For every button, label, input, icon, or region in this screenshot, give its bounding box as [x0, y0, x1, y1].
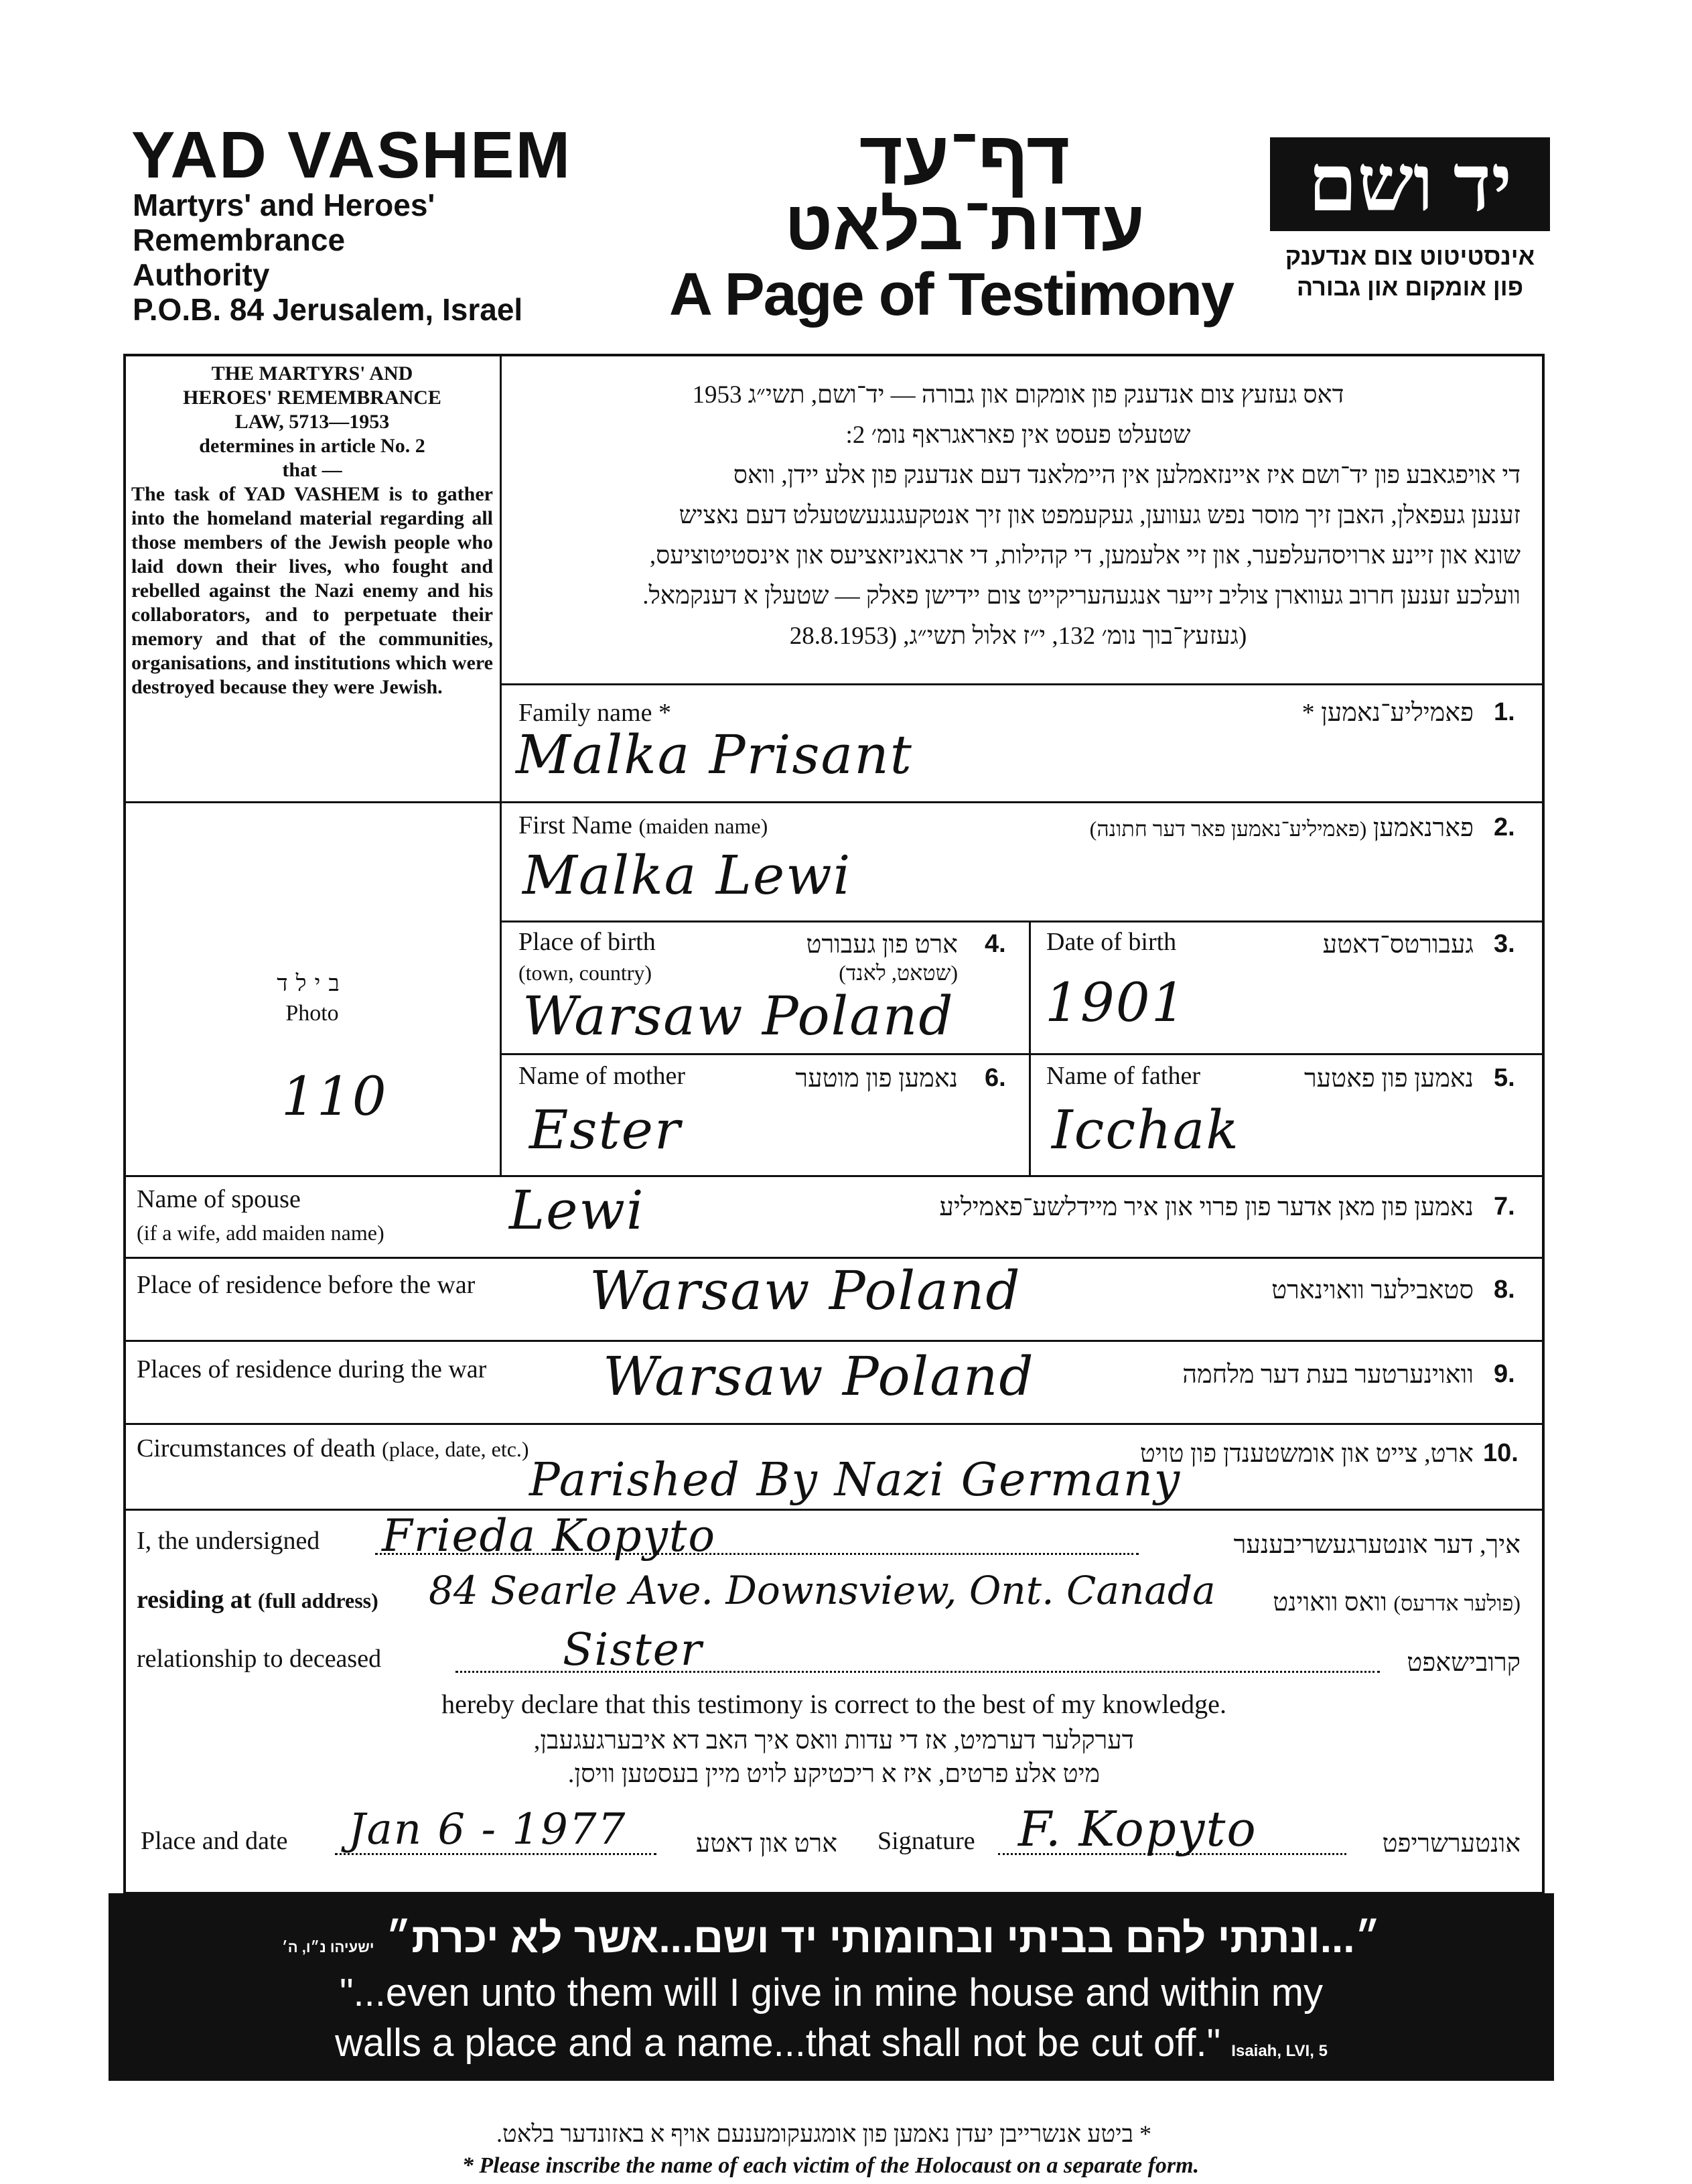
- law-heb-line: שטעלט פעסט אין פאראגראף נומ׳ 2:: [845, 421, 1191, 449]
- father-name-field[interactable]: Icchak: [1052, 1099, 1240, 1161]
- place-of-birth-label-hebrew: ארט פון געבורט: [806, 931, 958, 959]
- relationship-label: relationship to deceased: [137, 1645, 382, 1673]
- org-title: YAD VASHEM: [131, 118, 572, 192]
- residence-before-war-label-hebrew: סטאבילער וואוינארט: [1271, 1276, 1474, 1304]
- first-name-heb-text: פארנאמען: [1372, 814, 1474, 842]
- declaration-hebrew-line: מיט אלע פרטים, איז א ריכטיקע לויט מיין בעסטען וויסן.: [567, 1760, 1101, 1788]
- spouse-name-label: Name of spouse: [137, 1185, 301, 1213]
- law-heb-line: זענען געפאלן, האבן זיך מוסר נפש געווען, געקעמפט און זיך אנטקעגנגעשטעלט דעם נאציש: [679, 502, 1521, 529]
- first-name-label-note: (maiden name): [638, 814, 768, 838]
- quote-english-line: [109, 2021, 1554, 2065]
- left-column-divider: [500, 354, 502, 1175]
- date-of-birth-label-hebrew: געבורטס־דאטע: [1322, 931, 1474, 959]
- law-heb-line: שונא און זיינע ארויסהעלפער, און זיי אלעמען, די קהילות, די ארגאניזאציעס און אינסטיטוציעס,: [649, 542, 1521, 569]
- relationship-field[interactable]: Sister: [563, 1624, 703, 1676]
- field-number: 3.: [1494, 930, 1515, 958]
- quote-english-text: walls a place and a name...that shall not be cut off.": [335, 2021, 1221, 2065]
- place-of-birth-field[interactable]: Warsaw Poland: [522, 985, 955, 1047]
- declaration-english: hereby declare that this testimony is correct to the best of my knowledge.: [441, 1689, 1226, 1719]
- residing-address-field[interactable]: 84 Searle Ave. Downsview, Ont. Canada: [429, 1568, 1216, 1613]
- org-line: Remembrance: [133, 222, 346, 257]
- hebrew-title-2: עדות־בלאט: [784, 187, 1145, 265]
- law-line: HEROES' REMEMBRANCE: [183, 387, 441, 409]
- signature-label-hebrew: אונטערשריפט: [1382, 1830, 1521, 1858]
- circumstances-label-text: Circumstances of death: [137, 1434, 376, 1462]
- quote-source: Isaiah, LVI, 5: [1231, 2042, 1328, 2060]
- undersigned-label: I, the undersigned: [137, 1527, 320, 1555]
- law-line: LAW, 5713—1953: [234, 411, 390, 433]
- mother-name-label-hebrew: נאמען פון מוטער: [795, 1065, 958, 1093]
- undersigned-label-hebrew: איך, דער אונטערגעשריבענער: [1233, 1531, 1521, 1559]
- field-number: 5.: [1494, 1064, 1515, 1092]
- circumstances-of-death-label: [137, 1434, 529, 1463]
- quote-english-line: "...even unto them will I give in mine house and within my: [339, 1971, 1324, 2015]
- field-number: 9.: [1494, 1360, 1515, 1388]
- first-name-field[interactable]: Malka Lewi: [522, 844, 852, 906]
- first-name-label-text: First Name: [518, 811, 632, 839]
- yad-vashem-logo: יד ושם: [1270, 137, 1550, 231]
- family-name-label: Family name *: [518, 699, 671, 727]
- row-divider: [500, 920, 1545, 923]
- row-divider: [500, 683, 1545, 685]
- father-name-label-hebrew: נאמען פון פאטער: [1303, 1065, 1474, 1093]
- residence-before-war-field[interactable]: Warsaw Poland: [589, 1259, 1021, 1322]
- place-of-birth-label: Place of birth: [518, 928, 656, 956]
- photo-label: Photo: [285, 1001, 339, 1026]
- law-heb-line: וועלכע זענען חרוב געווארן צוליב זייער אנגעהעריקייט צום יידישן פאלק — שטעלן א דענקמאל.: [642, 582, 1521, 610]
- law-heb-line: דאס געזעץ צום אנדענק פון אומקום און גבורה — יד־ושם, תשי״ג 1953: [692, 381, 1344, 409]
- row-divider: [500, 801, 1545, 803]
- circumstances-of-death-field[interactable]: Parished By Nazi Germany: [529, 1454, 1182, 1507]
- law-hebrew-text: [516, 375, 1521, 657]
- declaration-hebrew-line: דערקלער דערמיט, אז די עדות וואס איך האב דא איבערגעגעבן,: [533, 1726, 1135, 1755]
- law-box-divider: [123, 801, 501, 803]
- logo-caption: [1259, 241, 1561, 303]
- field-number: 10.: [1483, 1439, 1519, 1467]
- first-name-label-hebrew: [871, 813, 1474, 843]
- photo-label-hebrew: בילד: [277, 971, 348, 996]
- field-number: 8.: [1494, 1276, 1515, 1304]
- spouse-name-note: (if a wife, add maiden name): [137, 1221, 384, 1245]
- quote-hebrew-text: ״...ונתתי להם בביתי ובחומותי יד ושם...אשר לא יכרת״: [385, 1915, 1381, 1962]
- row-divider: [123, 1175, 1545, 1177]
- org-address: [133, 188, 561, 327]
- law-line: that —: [282, 459, 342, 481]
- law-line: determines in article No. 2: [199, 435, 425, 457]
- place-date-label-hebrew: ארט און דאטע: [695, 1830, 837, 1858]
- mother-name-field[interactable]: Ester: [529, 1099, 682, 1161]
- place-of-birth-note-hebrew: (שטאט, לאנד): [839, 961, 958, 985]
- field-number: 2.: [1494, 813, 1515, 841]
- residing-label-note: (full address): [257, 1588, 378, 1613]
- field-number: 7.: [1494, 1192, 1515, 1221]
- quote-banner: [109, 1893, 1554, 2081]
- circumstances-of-death-label-hebrew: ארט, צייט און אומשטענדן פון טויט: [1139, 1440, 1474, 1468]
- residence-during-war-field[interactable]: Warsaw Poland: [603, 1345, 1035, 1408]
- logo-caption-line: אינסטיטוט צום אנדענק: [1285, 243, 1535, 270]
- spouse-name-label-hebrew: נאמען פון מאן אדער פון פרוי און איר מיידלשע־פאמיליע: [939, 1193, 1474, 1221]
- date-of-birth-label: Date of birth: [1046, 928, 1177, 956]
- residence-during-war-label: Places of residence during the war: [137, 1355, 487, 1383]
- logo-caption-line: פון אומקום און גבורה: [1296, 273, 1524, 301]
- row-divider: [123, 1340, 1545, 1342]
- place-date-field[interactable]: Jan 6 - 1977: [348, 1805, 627, 1854]
- circumstances-label-note: (place, date, etc.): [382, 1437, 529, 1461]
- footer-note: * Please inscribe the name of each victim of the Holocaust on a separate form.: [462, 2153, 1200, 2178]
- signature-field[interactable]: F. Kopyto: [1018, 1801, 1257, 1857]
- first-name-heb-note: (פאמיליע־נאמען פאר דער חתונה): [1089, 817, 1367, 841]
- row-divider: [500, 1053, 1545, 1055]
- family-name-label-hebrew: פאמיליע־נאמען *: [1301, 699, 1474, 727]
- residing-label-hebrew: [1219, 1588, 1521, 1617]
- residing-heb-text: וואס וואוינט: [1273, 1588, 1387, 1617]
- residence-during-war-label-hebrew: וואוינערטער בעת דער מלחמה: [1182, 1361, 1474, 1389]
- hebrew-title-1: דף־עד: [859, 116, 1070, 200]
- org-line: Martyrs' and Heroes': [133, 188, 435, 222]
- field-number: 6.: [985, 1064, 1006, 1092]
- residing-heb-note: (פולער אדרעס): [1393, 1591, 1521, 1615]
- field-number: 4.: [985, 930, 1006, 958]
- quote-hebrew-source: ישעיהו נ״ו, ה׳: [281, 1939, 374, 1956]
- page-title: A Page of Testimony: [668, 261, 1234, 328]
- row-divider: [123, 1257, 1545, 1259]
- first-name-label: [518, 811, 768, 840]
- law-heb-line: די אויפגאבע פון יד־ושם איז איינזאמלען אין היימלאנד דעם אנדענק פון אלע יידן, וואס: [733, 462, 1521, 489]
- row-split-divider: [1029, 920, 1031, 1175]
- spouse-name-field[interactable]: Lewi: [509, 1179, 645, 1241]
- residing-label-text: residing at: [137, 1586, 252, 1614]
- org-line: Authority: [133, 257, 270, 292]
- family-name-field[interactable]: Malka Prisant: [516, 724, 913, 786]
- place-of-birth-note: (town, country): [518, 961, 652, 985]
- law-task-text: The task of YAD VASHEM is to gather into the homeland material regarding all those members of the Jewish people who laid down their lives, who fought and rebelled against the Nazi enemy and his collaborators, and to perpetuate their memory and that of the communities, organisations, and institutions which were destroyed because they were Jewish.: [131, 483, 493, 698]
- law-box: [131, 362, 493, 699]
- father-name-label: Name of father: [1046, 1062, 1200, 1090]
- field-number: 1.: [1494, 698, 1515, 726]
- law-heb-line: (געזעץ־בוך נומ׳ 132, י״ז אלול תשי״ג, (28.8.1953: [789, 622, 1247, 650]
- relationship-label-hebrew: קרובישאפט: [1407, 1649, 1521, 1677]
- row-divider: [123, 1509, 1545, 1511]
- photo-handwritten-mark: 110: [281, 1065, 388, 1128]
- signature-label: Signature: [877, 1827, 975, 1855]
- mother-name-label: Name of mother: [518, 1062, 686, 1090]
- date-of-birth-field[interactable]: 1901: [1045, 971, 1187, 1034]
- residence-before-war-label: Place of residence before the war: [137, 1271, 476, 1299]
- row-divider: [123, 1423, 1545, 1425]
- footer-note-hebrew: * ביטע אנשרייבן יעדן נאמען פון אומגעקומענעם אויף א באזונדער בלאט.: [496, 2120, 1151, 2147]
- place-date-label: Place and date: [141, 1827, 288, 1855]
- org-line: P.O.B. 84 Jerusalem, Israel: [133, 292, 523, 327]
- quote-hebrew: [109, 1915, 1554, 1962]
- law-line: THE MARTYRS' AND: [211, 362, 413, 385]
- residing-label: [137, 1585, 378, 1615]
- undersigned-field[interactable]: Frieda Kopyto: [382, 1510, 717, 1562]
